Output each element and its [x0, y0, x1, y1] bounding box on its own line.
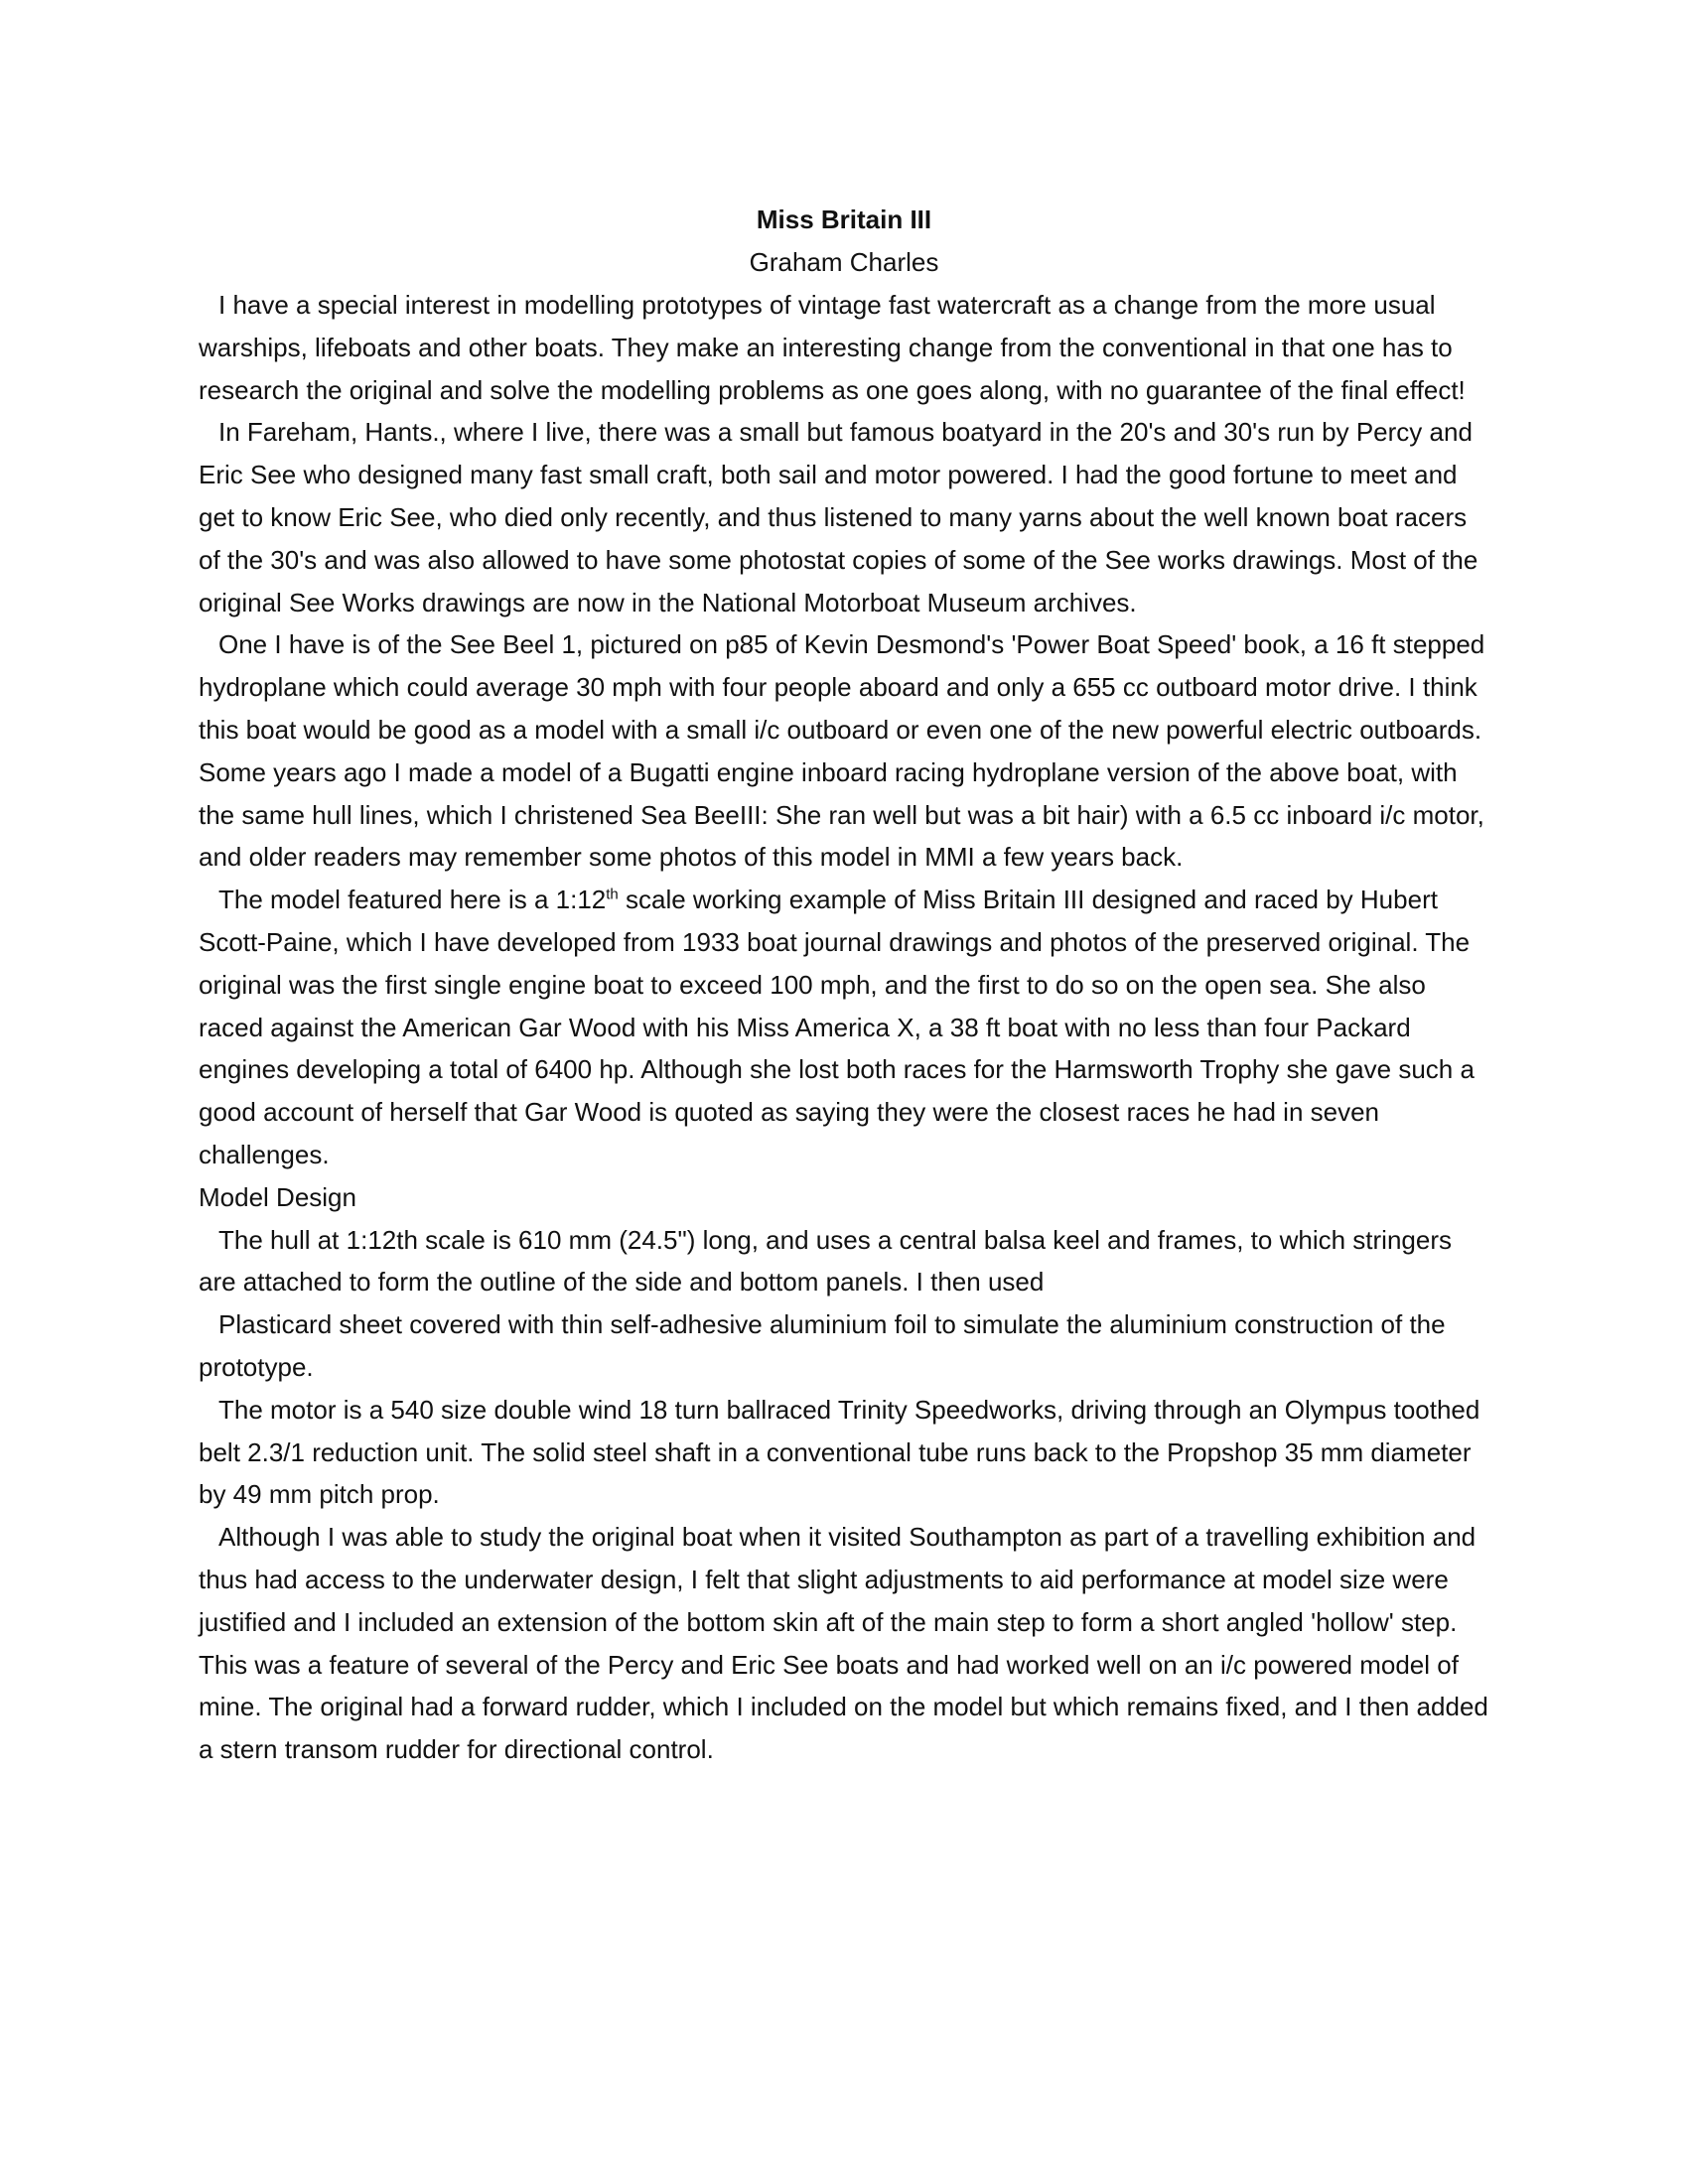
section-heading-model-design: Model Design — [199, 1181, 356, 1212]
paragraph-model-featured-rest: scale working example of Miss Britain III designed and raced by Hubert Scott-Paine, which I have developed from 1933 boat journal drawings and photos of the preserved original. The original was the first single engine boat to exceed 100 mph, and the first to do so on the open sea. She also raced against the American Gar Wood with his Miss America X, a 38 ft boat with no less than four Packard engines developing a total of 6400 hp. Although she lost both races for the Harmsworth Trophy she gave such a good account of herself that Gar Wood is quoted as saying they were the closest races he had in seven challenges. — [199, 885, 1475, 1169]
paragraph-plasticard: Plasticard sheet covered with thin self-adhesive aluminium foil to simulate the aluminium construction of the prototype. — [199, 1309, 1446, 1382]
paragraph-hull: The hull at 1:12th scale is 610 mm (24.5") long, and uses a central balsa keel and frames, to which stringers are attached to form the outline of the side and bottom panels. I then used — [199, 1224, 1452, 1297]
paragraph-see-beel: One I have is of the See Beel 1, pictured on p85 of Kevin Desmond's 'Power Boat Speed' book, a 16 ft stepped hydroplane which could average 30 mph with four people aboard and only a 655 cc outboard motor drive. I think this boat would be good as a model with a small i/c outboard or even one of the new powerful electric outboards. Some years ago I made a model of a Bugatti engine inboard racing hydroplane version of the above boat, with the same hull lines, which I christened Sea BeeIII: She ran well but was a bit hair) with a 6.5 cc inboard i/c motor, and older readers may remember some photos of this model in MMI a few years back. — [199, 629, 1485, 873]
paragraph-model-featured-start: The model featured here is a 1:12 — [218, 885, 607, 915]
ordinal-superscript: th — [606, 886, 619, 903]
article-title: Miss Britain III — [756, 205, 932, 234]
paragraph-motor: The motor is a 540 size double wind 18 turn ballraced Trinity Speedworks, driving through an Olympus toothed belt 2.3/1 reduction unit. The solid steel shaft in a conventional tube runs back to the Propshop 35 mm diameter by 49 mm pitch prop. — [199, 1394, 1480, 1510]
paragraph-fareham: In Fareham, Hants., where I live, there was a small but famous boatyard in the 20's and 30's run by Percy and Eric See who designed many fast small craft, both sail and motor powered. I had the good fortune to meet and get to know Eric See, who died only recently, and thus listened to many yarns about the well known boat racers of the 30's and was also allowed to have some photostat copies of some of the See works drawings. Most of the original See Works drawings are now in the National Motorboat Museum archives. — [199, 417, 1478, 617]
paragraph-intro: I have a special interest in modelling prototypes of vintage fast watercraft as a change from the more usual warships, lifeboats and other boats. They make an interesting change from the conventional in that one has to research the original and solve the modelling problems as one goes along, with no guarantee of the final effect! — [199, 290, 1466, 405]
article-author: Graham Charles — [749, 247, 939, 277]
paragraph-original-boat: Although I was able to study the original boat when it visited Southampton as part of a travelling exhibition and thus had access to the underwater design, I felt that slight adjustments to aid performance at model size were justified and I included an extension of the bottom skin aft of the main step to form a short angled 'hollow' step. This was a feature of several of the Percy and Eric See boats and had worked well on an i/c powered model of mine. The original had a forward rudder, which I included on the model but which remains fixed, and I then added a stern transom rudder for directional control. — [199, 1522, 1488, 1765]
document-page — [199, 199, 1489, 1771]
paragraph-model-featured — [199, 879, 1489, 1176]
